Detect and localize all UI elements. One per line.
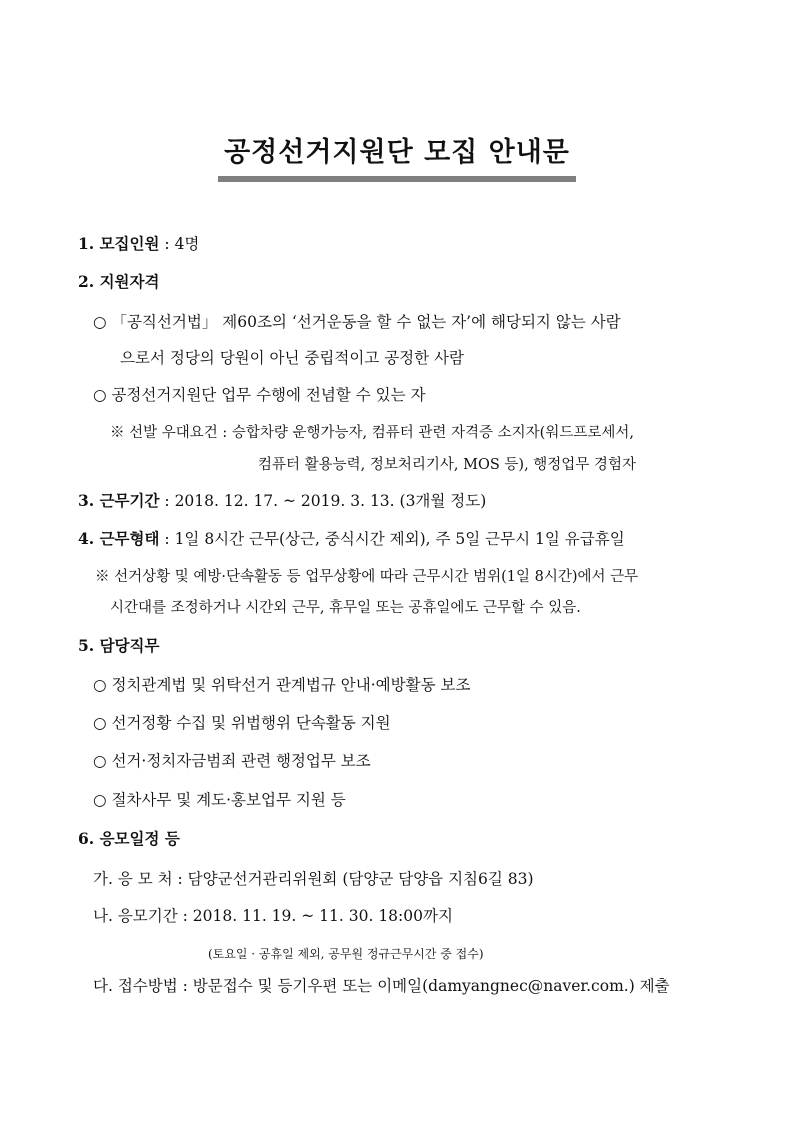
title-underline: [218, 176, 576, 182]
qualification-item-continued: 으로서 정당의 당원이 아닌 중립적이고 공정한 사람: [120, 349, 464, 367]
section-work-type: [78, 529, 625, 549]
application-period-note: (토요일 · 공휴일 제외, 공무원 정규근무시간 중 접수): [208, 947, 484, 961]
qualification-item: ○ 공정선거지원단 업무 수행에 전념할 수 있는 자: [93, 386, 426, 404]
application-method: 다. 접수방법 : 방문접수 및 등기우편 또는 이메일(damyangnec@naver.com.) 제출: [93, 977, 670, 995]
work-type-note: ※ 선거상황 및 예방·단속활동 등 업무상황에 따라 근무시간 범위(1일 8시간)에서 근무: [95, 569, 639, 585]
work-period-value: 2018. 12. 17. ~ 2019. 3. 13. (3개월 정도): [174, 492, 487, 510]
duty-item: ○ 정치관계법 및 위탁선거 관계법규 안내·예방활동 보조: [93, 676, 471, 694]
section-work-period: [78, 491, 486, 511]
section-heading: 2. 지원자격: [78, 272, 160, 291]
section-recruit-count: [78, 234, 199, 254]
preference-note-continued: 컴퓨터 활용능력, 정보처리기사, MOS 등), 행정업무 경험자: [258, 457, 636, 473]
section-heading: 1. 모집인원: [78, 234, 160, 253]
section-heading: 5. 담당직무: [78, 636, 160, 655]
duty-item: ○ 절차사무 및 계도·홍보업무 지원 등: [93, 791, 346, 809]
application-period: 나. 응모기간 : 2018. 11. 19. ~ 11. 30. 18:00까지: [93, 907, 453, 925]
separator: :: [159, 530, 175, 548]
duty-item: ○ 선거정황 수집 및 위법행위 단속활동 지원: [93, 714, 391, 732]
qualification-item: ○ 「공직선거법」 제60조의 ‘선거운동을 할 수 없는 자’에 해당되지 않는 사람: [93, 313, 621, 331]
preference-note: ※ 선발 우대요건 : 승합차량 운행가능자, 컴퓨터 관련 자격증 소지자(워드프로세서,: [110, 425, 634, 441]
work-type-value: 1일 8시간 근무(상근, 중식시간 제외), 주 5일 근무시 1일 유급휴일: [174, 530, 625, 548]
page-title: 공정선거지원단 모집 안내문: [224, 137, 570, 168]
work-type-note-continued: 시간대를 조정하거나 시간외 근무, 휴무일 또는 공휴일에도 근무할 수 있음.: [110, 600, 581, 616]
recruit-count-value: 4명: [174, 235, 200, 253]
section-heading: 4. 근무형태: [78, 529, 160, 548]
separator: :: [159, 492, 175, 510]
section-heading: 3. 근무기간: [78, 491, 160, 510]
section-heading: 6. 응모일정 등: [78, 829, 180, 848]
separator: :: [159, 235, 175, 253]
application-place: 가. 응 모 처 : 담양군선거관리위원회 (담양군 담양읍 지침6길 83): [93, 870, 534, 888]
duty-item: ○ 선거·정치자금범죄 관련 행정업무 보조: [93, 752, 371, 770]
